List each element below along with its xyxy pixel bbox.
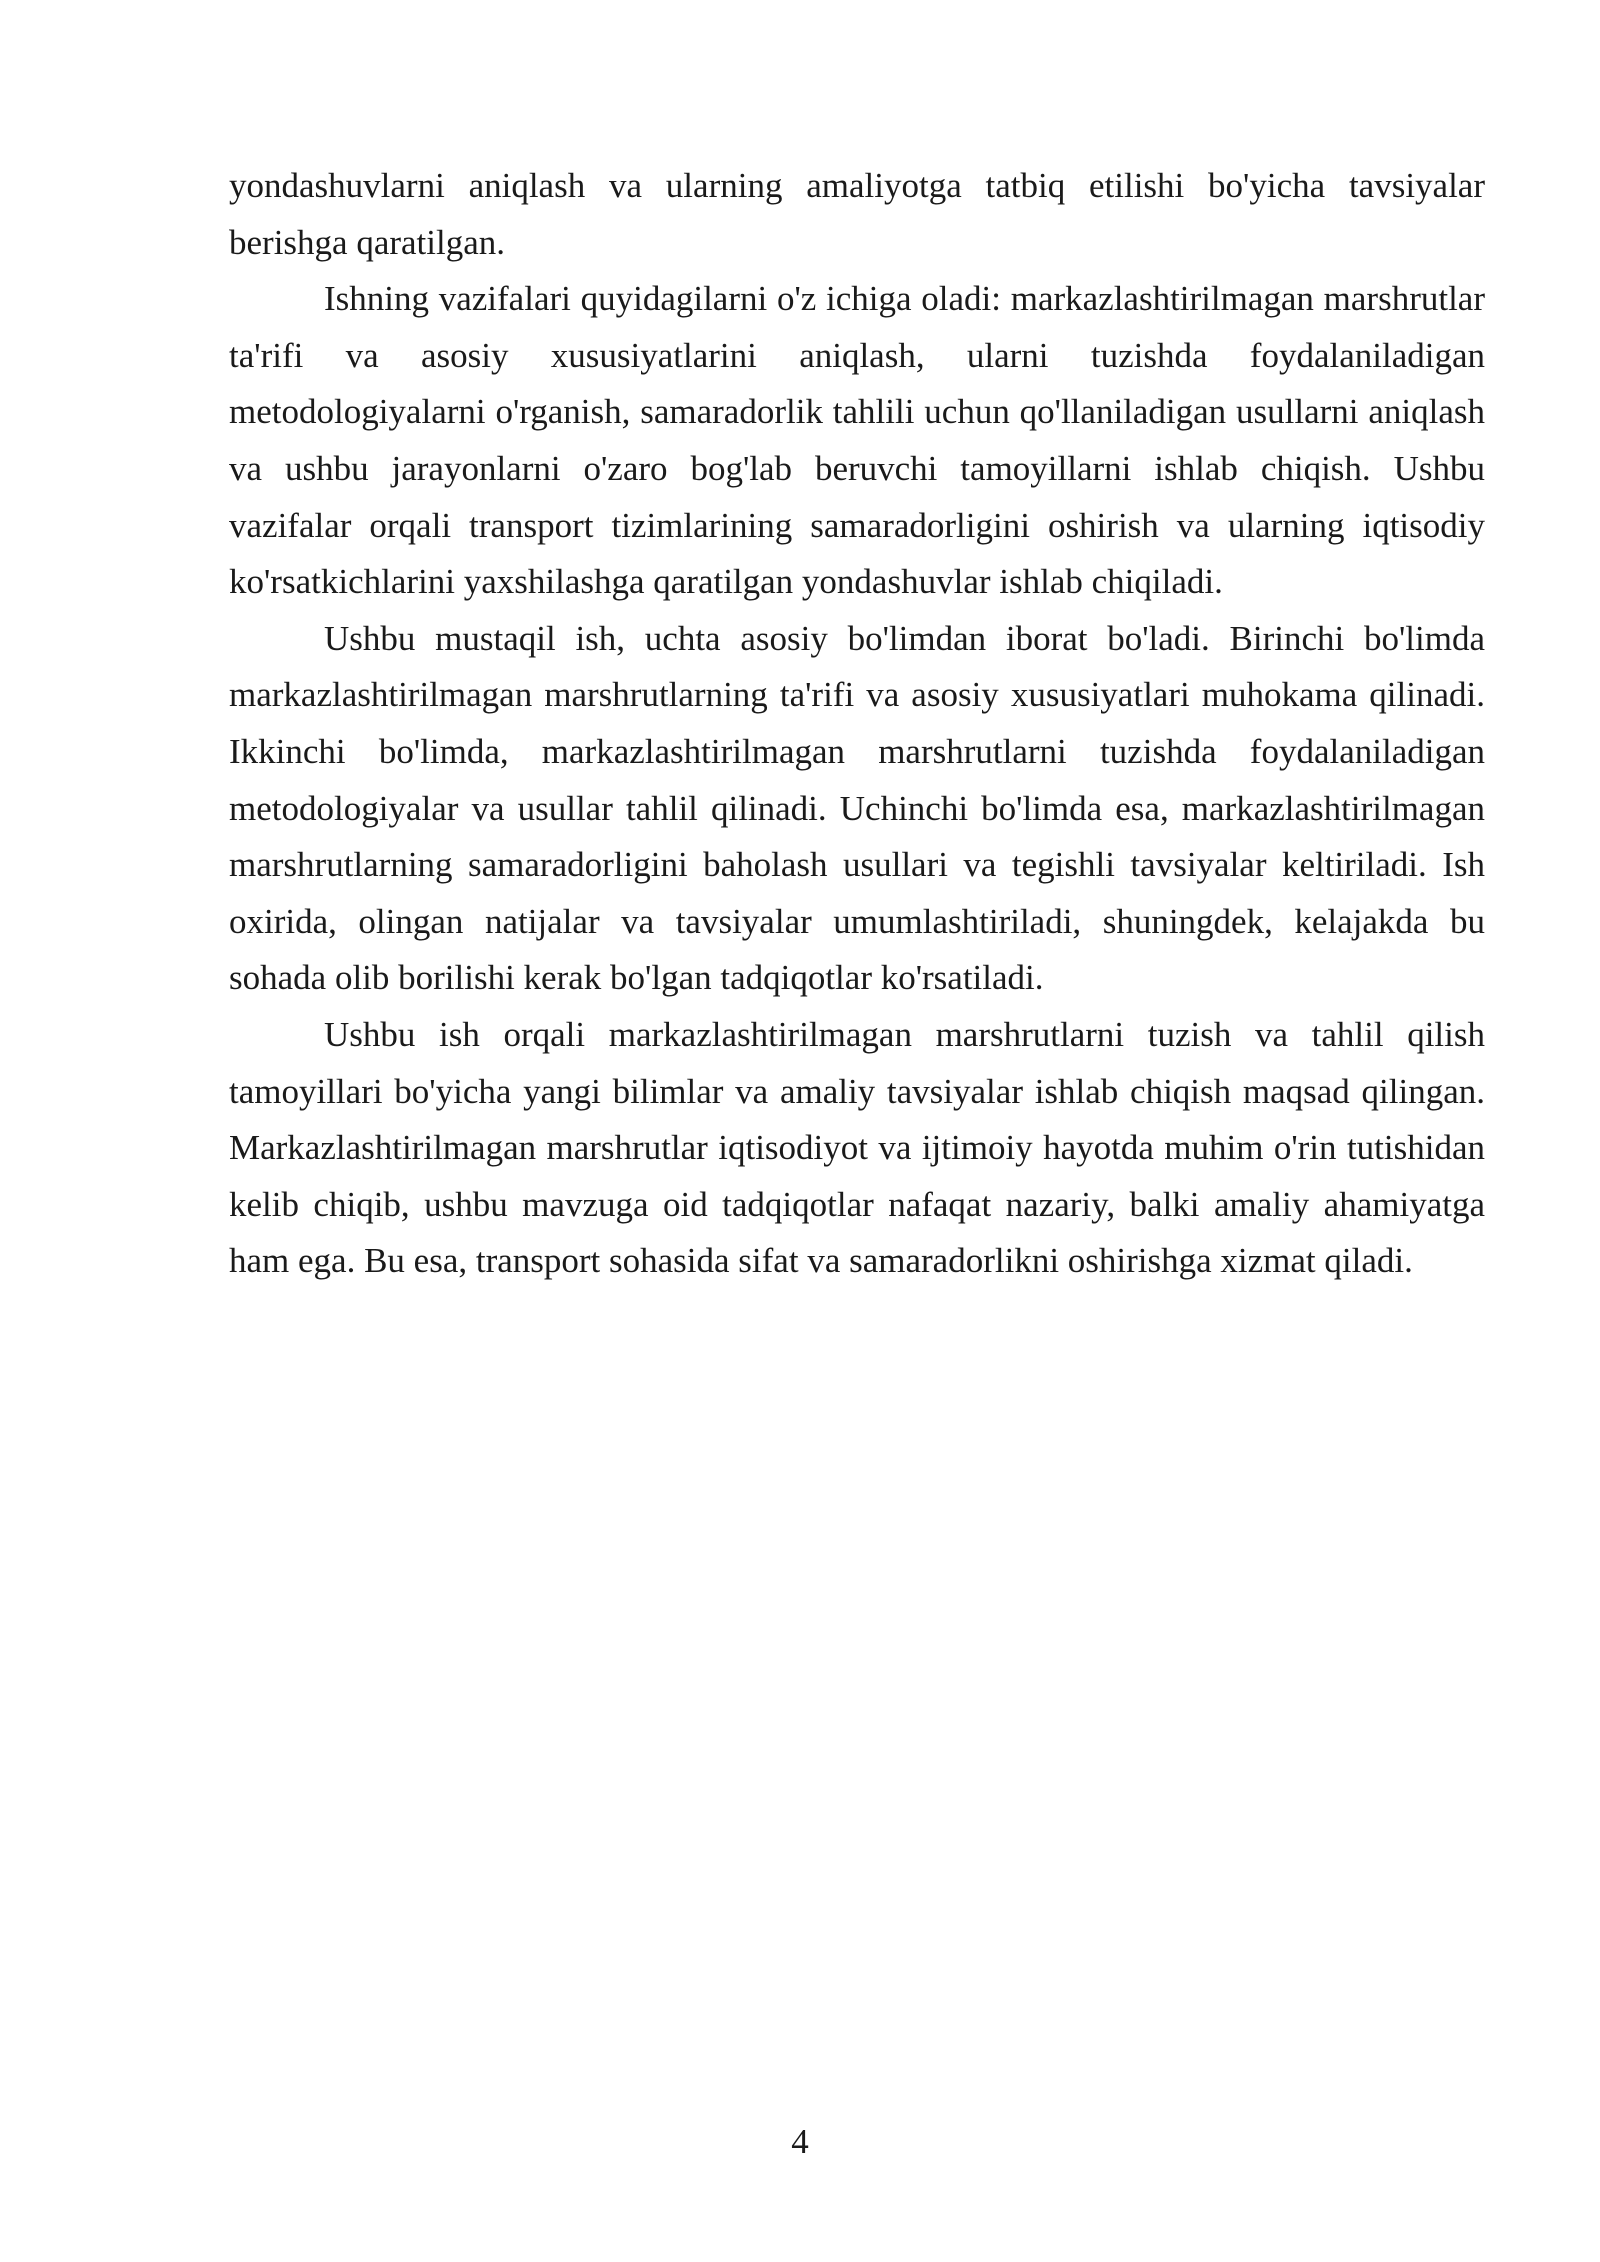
- paragraph-2: Ishning vazifalari quyidagilarni o'z ichiga oladi: markazlashtirilmagan marshrutlar ta'rifi va asosiy xususiyatlarini aniqlash, ularni tuzishda foydalaniladigan metodologiyalarni o'rganish, samaradorlik tahlili uchun qo'llaniladigan usullarni aniqlash va ushbu jarayonlarni o'zaro bog'lab beruvchi tamoyillarni ishlab chiqish. Ushbu vazifalar orqali transport tizimlarining samaradorligini oshirish va ularning iqtisodiy ko'rsatkichlarini yaxshilashga qaratilgan yondashuvlar ishlab chiqiladi.: [229, 279, 1485, 602]
- document-body: [229, 158, 1485, 1290]
- paragraph-4: Ushbu ish orqali markazlashtirilmagan marshrutlarni tuzish va tahlil qilish tamoyillari bo'yicha yangi bilimlar va amaliy tavsiyalar ishlab chiqish maqsad qilingan. Markazlashtirilmagan marshrutlar iqtisodiyot va ijtimoiy hayotda muhim o'rin tutishidan kelib chiqib, ushbu mavzuga oid tadqiqotlar nafaqat nazariy, balki amaliy ahamiyatga ham ega. Bu esa, transport sohasida sifat va samaradorlikni oshirishga xizmat qiladi.: [229, 1014, 1485, 1281]
- page-number: 4: [791, 2122, 809, 2161]
- paragraph-3: Ushbu mustaqil ish, uchta asosiy bo'limdan iborat bo'ladi. Birinchi bo'limda markazlashtirilmagan marshrutlarning ta'rifi va asosiy xususiyatlari muhokama qilinadi. Ikkinchi bo'limda, markazlashtirilmagan marshrutlarni tuzishda foydalaniladigan metodologiyalar va usullar tahlil qilinadi. Uchinchi bo'limda esa, markazlashtirilmagan marshrutlarning samaradorligini baholash usullari va tegishli tavsiyalar keltiriladi. Ish oxirida, olingan natijalar va tavsiyalar umumlashtiriladi, shuningdek, kelajakda bu sohada olib borilishi kerak bo'lgan tadqiqotlar ko'rsatiladi.: [229, 618, 1485, 998]
- paragraph-1: yondashuvlarni aniqlash va ularning amaliyotga tatbiq etilishi bo'yicha tavsiyalar berishga qaratilgan.: [229, 166, 1485, 262]
